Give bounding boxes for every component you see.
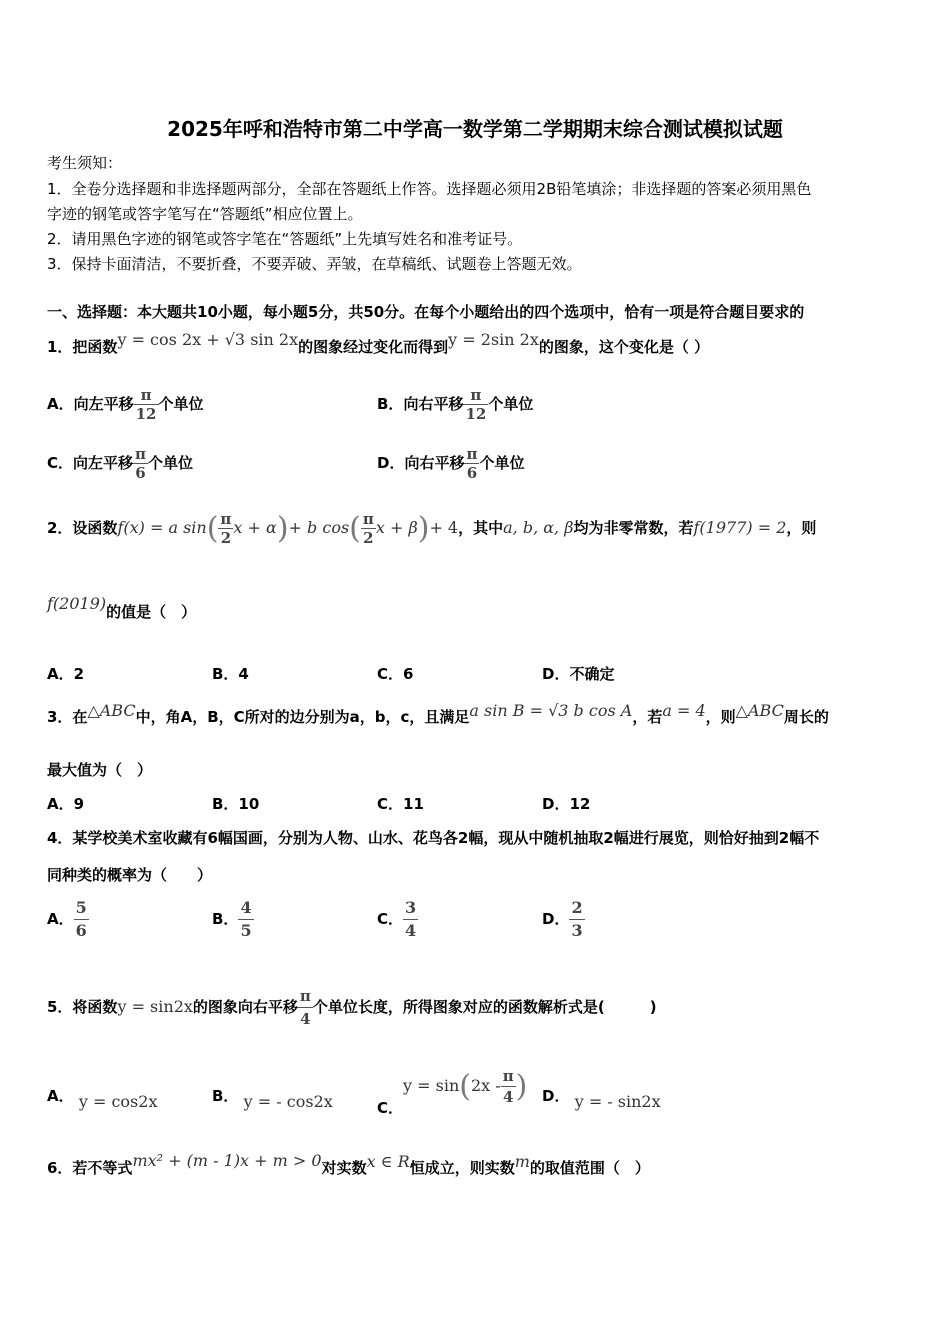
fraction (361, 510, 376, 547)
q1-formula-1: y = cos 2x + √3 sin 2x (117, 330, 299, 349)
q2-formula-part: + b cos (288, 518, 350, 537)
option-label: A． (47, 1087, 74, 1105)
fraction-denominator: 2 (220, 529, 232, 547)
option-text: 个单位 (479, 454, 525, 472)
notice-item: 1．全卷分选择题和非选择题两部分，全部在答题纸上作答。选择题必须用2B铅笔填涂；非选择题的答案必须用黑色 (47, 180, 812, 198)
q6-variable-m: m (514, 1152, 530, 1171)
q6-text: 恒成立，则实数 (409, 1159, 515, 1177)
question-3 (47, 701, 829, 727)
q2-formula-part: x + α (233, 518, 277, 537)
question-6 (47, 1151, 650, 1178)
paren-open: ( (206, 511, 219, 546)
option-text: 向右平移 (404, 454, 465, 472)
fraction-denominator: 12 (465, 405, 487, 423)
paren-close: ) (417, 511, 430, 546)
option-label: B． (212, 1087, 239, 1105)
q3-option-d[interactable]: D．12 (542, 795, 591, 813)
option-label: D． (542, 910, 570, 928)
q5-text: 的图象向右平移 (192, 998, 298, 1016)
option-label: C． (47, 454, 74, 472)
q6-variable: x ∈ R (366, 1152, 410, 1171)
q2-option-c[interactable]: C．6 (377, 665, 414, 683)
fraction (218, 510, 233, 547)
fraction (403, 897, 418, 942)
paren-open: ( (349, 511, 361, 546)
notice-heading: 考生须知： (47, 154, 123, 172)
question-4: 4．某学校美术室收藏有6幅国画，分别为人物、山水、花鸟各2幅，现从中随机抽取2幅进行展览，则恰好抽到2幅不 (47, 829, 820, 847)
q3-text: ，若 (632, 708, 663, 726)
q4-option-c[interactable] (377, 897, 418, 942)
option-label: D． (542, 1087, 570, 1105)
page-title: 2025年呼和浩特市第二中学高一数学第二学期期末综合测试模拟试题 (167, 117, 783, 141)
fraction-numerator: 2 (569, 897, 584, 920)
option-label: B． (212, 910, 239, 928)
q3-text: 中，角A，B，C所对的边分别为a，b，c，且满足 (135, 708, 470, 726)
q3-condition: a sin B = √3 b cos A (469, 701, 633, 720)
q2-vars: a, b, α, β (503, 518, 574, 537)
option-expression: y = - cos2x (243, 1092, 333, 1111)
q5-option-b[interactable] (212, 1085, 333, 1111)
q2-pre: 2．设函数 (47, 519, 118, 537)
fraction (501, 1066, 516, 1107)
question-4-line-2: 同种类的概率为（ ） (47, 866, 213, 884)
q2-formula-part: + 4 (429, 518, 459, 537)
fraction (134, 386, 159, 423)
fraction-denominator: 2 (363, 529, 374, 547)
fraction (298, 985, 313, 1030)
question-1 (47, 330, 710, 357)
q2-text: ，其中 (458, 519, 504, 537)
fraction-numerator: π (135, 445, 147, 463)
fraction-denominator: 5 (240, 921, 252, 940)
fraction-numerator: π (220, 510, 232, 528)
q2-text: 的值是（ ） (106, 603, 197, 621)
q1-post: 的图象，这个变化是（ ） (538, 338, 710, 356)
q1-mid: 的图象经过变化而得到 (298, 338, 449, 356)
fraction (463, 386, 488, 423)
q3-text: 3．在 (47, 708, 88, 726)
fraction-denominator: 4 (300, 1010, 311, 1028)
q5-option-d[interactable] (542, 1085, 661, 1111)
fraction-denominator: 6 (75, 921, 87, 940)
notice-item: 3．保持卡面清洁，不要折叠，不要弄破、弄皱，在草稿纸、试题卷上答题无效。 (47, 255, 582, 273)
q3-condition-2: a = 4 (662, 701, 706, 720)
option-label: A． (47, 395, 74, 413)
fraction (238, 897, 253, 942)
question-2 (47, 510, 816, 547)
paren-close: ) (515, 1069, 528, 1104)
q4-option-d[interactable] (542, 897, 585, 942)
q3-option-a[interactable]: A．9 (47, 795, 85, 813)
option-text: 个单位 (158, 395, 204, 413)
q6-inequality: mx² + (m - 1)x + m > 0 (132, 1151, 322, 1170)
q3-text: ，则 (705, 708, 736, 726)
fraction (569, 897, 584, 942)
q1-option-a[interactable] (47, 386, 204, 423)
option-expression: y = - sin2x (574, 1092, 661, 1111)
q2-option-a[interactable]: A．2 (47, 665, 85, 683)
option-text: 个单位 (488, 395, 534, 413)
option-expression: 2x - (470, 1076, 501, 1095)
fraction-numerator: 5 (74, 897, 89, 920)
fraction-numerator: π (134, 386, 159, 405)
q5-function: y = sin2x (117, 997, 193, 1016)
option-label: C． (377, 1099, 404, 1117)
option-expression: y = sin (403, 1076, 460, 1095)
q4-option-b[interactable] (212, 897, 254, 942)
q2-text: 均为非零常数，若 (573, 519, 694, 537)
q2-option-d[interactable]: D．不确定 (542, 665, 615, 683)
q6-text: 的取值范围（ ） (529, 1159, 650, 1177)
q2-option-b[interactable]: B．4 (212, 665, 249, 683)
fraction-denominator: 3 (571, 921, 583, 940)
q3-option-c[interactable]: C．11 (377, 795, 424, 813)
q2-target: f(2019) (47, 594, 107, 613)
fraction-numerator: 4 (238, 897, 253, 920)
option-label: D． (377, 454, 405, 472)
paren-close: ) (276, 511, 289, 546)
q3-triangle: △ABC (87, 701, 136, 720)
option-label: B． (377, 395, 404, 413)
fraction-denominator: 6 (135, 464, 146, 482)
fraction-denominator: 12 (135, 405, 157, 423)
fraction-denominator: 4 (502, 1088, 514, 1106)
q5-option-a[interactable] (47, 1085, 158, 1111)
fraction-numerator: π (362, 510, 374, 528)
option-text: 向左平移 (73, 395, 134, 413)
q4-option-a[interactable] (47, 897, 89, 942)
fraction-numerator: 3 (403, 897, 418, 920)
paren-open: ( (459, 1069, 471, 1104)
fraction (464, 445, 479, 482)
question-5 (47, 985, 657, 1030)
q3-triangle: △ABC (735, 701, 784, 720)
option-text: 向左平移 (73, 454, 134, 472)
notice-item: 字迹的钢笔或答字笔写在“答题纸”相应位置上。 (47, 205, 363, 223)
q2-condition: f(1977) = 2 (693, 518, 787, 537)
fraction-numerator: π (502, 1067, 514, 1085)
fraction (74, 897, 89, 942)
option-expression: y = cos2x (78, 1092, 158, 1111)
q5-option-c[interactable] (377, 1066, 528, 1117)
option-label: C． (377, 910, 404, 928)
q1-option-b[interactable] (377, 386, 533, 423)
q2-formula-part: x + β (375, 518, 418, 537)
q1-option-c[interactable] (47, 445, 193, 482)
fraction-numerator: π (463, 386, 488, 405)
q1-option-d[interactable] (377, 445, 524, 482)
fraction-denominator: 4 (405, 921, 417, 940)
fraction-numerator: π (466, 445, 478, 463)
q2-formula-part: f(x) = a sin (117, 518, 207, 537)
q3-option-b[interactable]: B．10 (212, 795, 260, 813)
q1-pre: 1．把函数 (47, 338, 118, 356)
notice-item: 2．请用黑色字迹的钢笔或答字笔在“答题纸”上先填写姓名和准考证号。 (47, 230, 523, 248)
q5-text: 5．将函数 (47, 998, 118, 1016)
q6-text: 6．若不等式 (47, 1159, 133, 1177)
option-label: A． (47, 910, 74, 928)
fraction-numerator: π (298, 985, 313, 1008)
section-heading: 一、选择题：本大题共10小题，每小题5分，共50分。在每个小题给出的四个选项中，恰有一项是符合题目要求的 (47, 303, 805, 321)
q1-formula-2: y = 2sin 2x (448, 330, 539, 349)
option-text: 个单位 (148, 454, 194, 472)
question-3-line-2: 最大值为（ ） (47, 761, 153, 779)
question-2-line-2 (47, 594, 197, 622)
q5-text: 个单位长度，所得图象对应的函数解析式是( ) (312, 998, 657, 1016)
q6-text: 对实数 (321, 1159, 367, 1177)
fraction (133, 445, 148, 482)
q2-text: ，则 (786, 519, 817, 537)
option-text: 向右平移 (403, 395, 464, 413)
q3-text: 周长的 (783, 708, 829, 726)
fraction-denominator: 6 (466, 464, 478, 482)
